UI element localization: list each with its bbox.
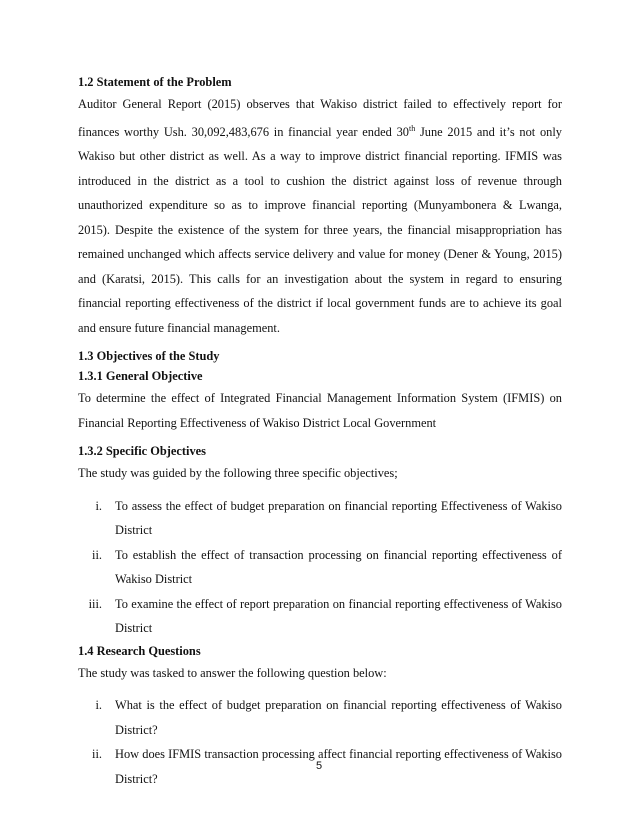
statement-text-pre: Auditor General Report (2015) observes that Wakiso district failed to effectively report for finances worthy Ush. 30,092,483,676 in financial year ended 30 <box>78 97 562 139</box>
list-number: i. <box>95 698 102 713</box>
research-questions-intro: The study was tasked to answer the following question below: <box>78 665 387 680</box>
list-item <box>78 592 562 641</box>
general-objective-paragraph: To determine the effect of Integrated Financial Management Information System (IFMIS) on Financial Reporting Effectiveness of Wakiso District Local Government <box>78 391 562 430</box>
statement-paragraph <box>78 92 562 340</box>
list-text: To examine the effect of report preparation on financial reporting effectiveness of Wakiso District <box>115 596 562 636</box>
objectives-list <box>78 494 562 641</box>
page-content <box>78 72 562 791</box>
list-number: i. <box>95 498 102 513</box>
list-text: How does IFMIS transaction processing affect financial reporting effectiveness of Wakiso District? <box>115 747 562 786</box>
section-heading-research-questions: 1.4 Research Questions <box>78 643 201 658</box>
section-heading-objectives: 1.3 Objectives of the Study <box>78 349 220 364</box>
list-number: ii. <box>92 747 102 762</box>
page-number: 5 <box>315 760 323 772</box>
statement-text-post: June 2015 and it’s not only Wakiso but other district as well. As a way to improve district financial reporting. IFMIS was introduced in the district as a tool to cushion the district against loss of revenue through unauthorized expenditure so as to improve financial reporting (Munyambonera & Lwanga, 2015). Despite the existence of the system for three years, the financial misappropriation has remained unchanged which affects service delivery and value for money (Dener & Young, 2015) and (Karatsi, 2015). This calls for an investigation about the system in regard to ensuring financial reporting effectiveness of the district if local government funds are to achieve its goal and ensure future financial management. <box>78 124 562 335</box>
subheading-general-objective: 1.3.1 General Objective <box>78 369 203 384</box>
section-heading-statement: 1.2 Statement of the Problem <box>78 75 232 89</box>
list-number: ii. <box>92 547 102 562</box>
list-text: What is the effect of budget preparation on financial reporting effectiveness of Wakiso District? <box>115 698 562 737</box>
list-number: iii. <box>88 596 102 611</box>
questions-list <box>78 693 562 791</box>
list-text: To assess the effect of budget preparation on financial reporting Effectiveness of Wakiso District <box>115 498 562 538</box>
list-item <box>78 494 562 543</box>
specific-objectives-intro: The study was guided by the following three specific objectives; <box>78 466 398 481</box>
list-item <box>78 543 562 592</box>
list-item <box>78 693 562 742</box>
list-text: To establish the effect of transaction processing on financial reporting effectiveness of Wakiso District <box>115 547 562 587</box>
superscript-ordinal: th <box>409 123 416 133</box>
subheading-specific-objectives: 1.3.2 Specific Objectives <box>78 444 207 459</box>
